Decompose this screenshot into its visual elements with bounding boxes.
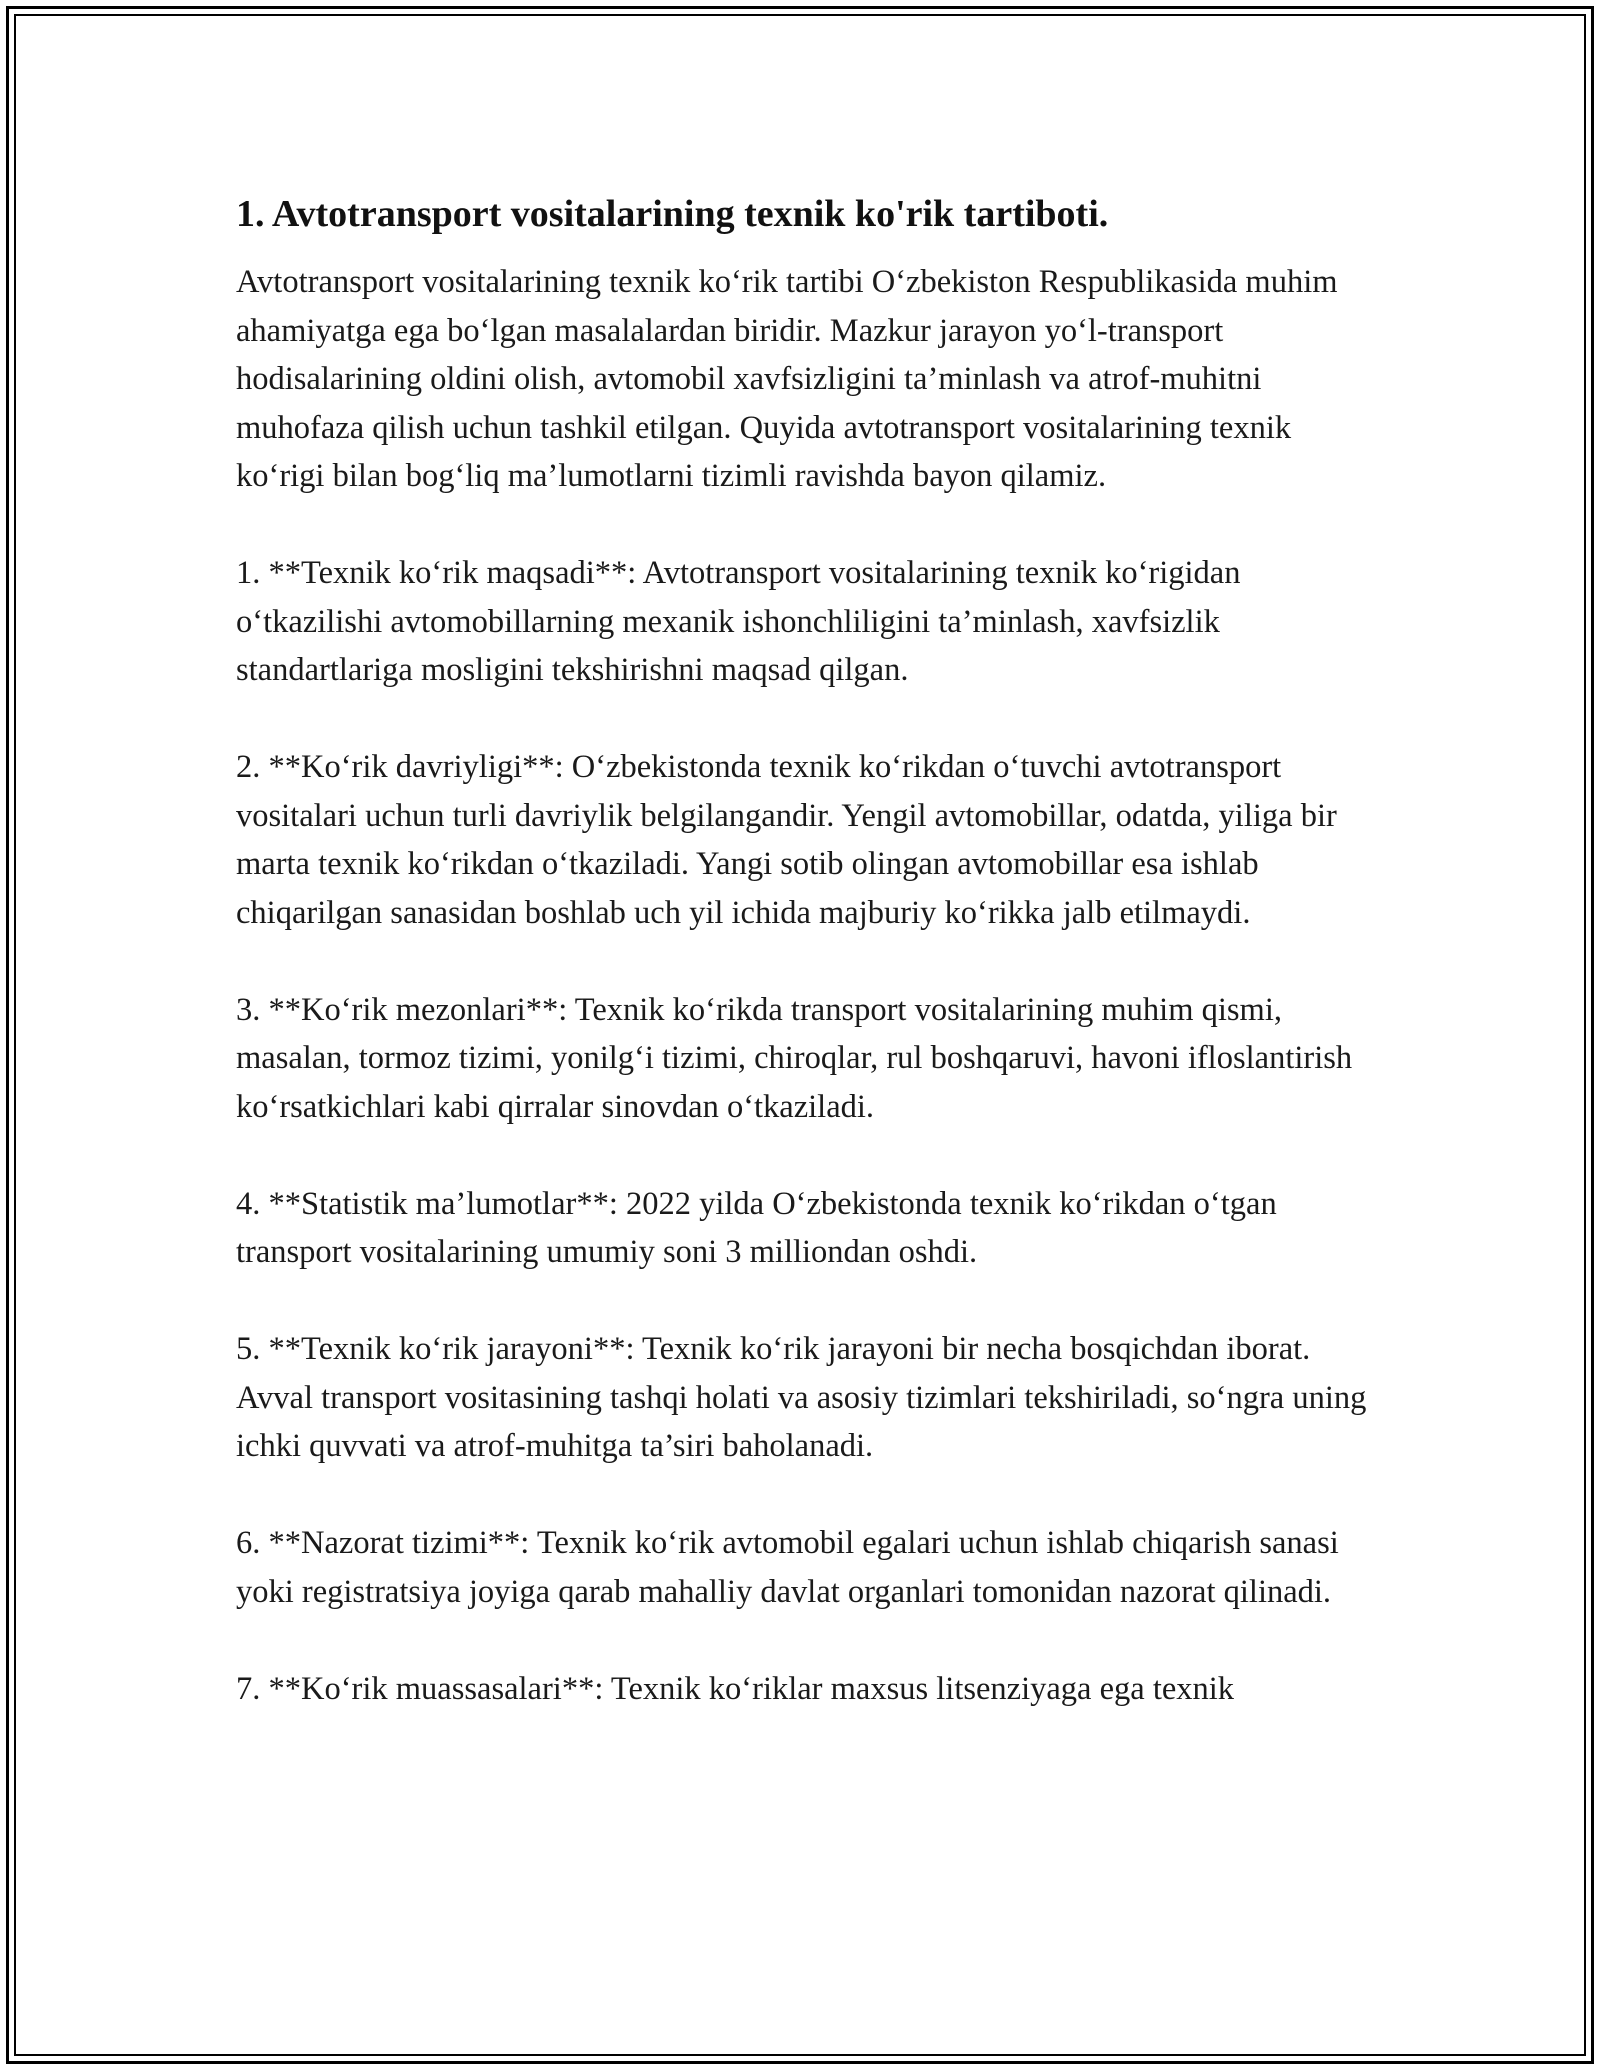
list-item-3: 3. **Ko‘rik mezonlari**: Texnik ko‘rikda transport vositalarining muhim qismi, masalan, tormoz tizimi, yonilg‘i tizimi, chiroqlar, rul boshqaruvi, havoni ifloslantirish ko‘rsatkichlari kabi qirralar sinovdan o‘tkaziladi. <box>236 991 1353 1125</box>
intro-paragraph: Avtotransport vositalarining texnik ko‘rik tartibi O‘zbekiston Respublikasida muhim ahamiyatga ega bo‘lgan masalalardan biridir. Mazkur jarayon yo‘l-transport hodisalarining oldini olish, avtomobil xavfsizligini ta’minlash va atrof-muhitni muhofaza qilish uchun tashkil etilgan. Quyida avtotransport vositalarining texnik ko‘rigi bilan bog‘liq ma’lumotlarni tizimli ravishda bayon qilamiz. <box>236 264 1338 494</box>
list-item-6: 6. **Nazorat tizimi**: Texnik ko‘rik avtomobil egalari uchun ishlab chiqarish sanasi yoki registratsiya joyiga qarab mahalliy davlat organlari tomonidan nazorat qilinadi. <box>236 1525 1339 1610</box>
list-item-4: 4. **Statistik ma’lumotlar**: 2022 yilda O‘zbekistonda texnik ko‘rikdan o‘tgan transport vositalarining umumiy soni 3 milliondan oshdi. <box>236 1185 1277 1270</box>
document-title: 1. Avtotransport vositalarining texnik ko'rik tartiboti. <box>236 193 1109 235</box>
document-body <box>236 188 1376 1713</box>
list-item-1: 1. **Texnik ko‘rik maqsadi**: Avtotransport vositalarining texnik ko‘rigidan o‘tkazilishi avtomobillarning mexanik ishonchliligini ta’minlash, xavfsizlik standartlariga mosligini tekshirishni maqsad qilgan. <box>236 555 1241 688</box>
list-item-5: 5. **Texnik ko‘rik jarayoni**: Texnik ko‘rik jarayoni bir necha bosqichdan iborat. Avval transport vositasining tashqi holati va asosiy tizimlari tekshiriladi, so‘ngra uning ichki quvvati va atrof-muhitga ta’siri baholanadi. <box>236 1331 1367 1464</box>
list-item-7: 7. **Ko‘rik muassasalari**: Texnik ko‘riklar maxsus litsenziyaga ega texnik <box>236 1670 1235 1707</box>
list-item-2: 2. **Ko‘rik davriyligi**: O‘zbekistonda texnik ko‘rikdan o‘tuvchi avtotransport vositalari uchun turli davriylik belgilangandir. Yengil avtomobillar, odatda, yiliga bir marta texnik ko‘rikdan o‘tkaziladi. Yangi sotib olingan avtomobillar esa ishlab chiqarilgan sanasidan boshlab uch yil ichida majburiy ko‘rikka jalb etilmaydi. <box>236 749 1337 931</box>
